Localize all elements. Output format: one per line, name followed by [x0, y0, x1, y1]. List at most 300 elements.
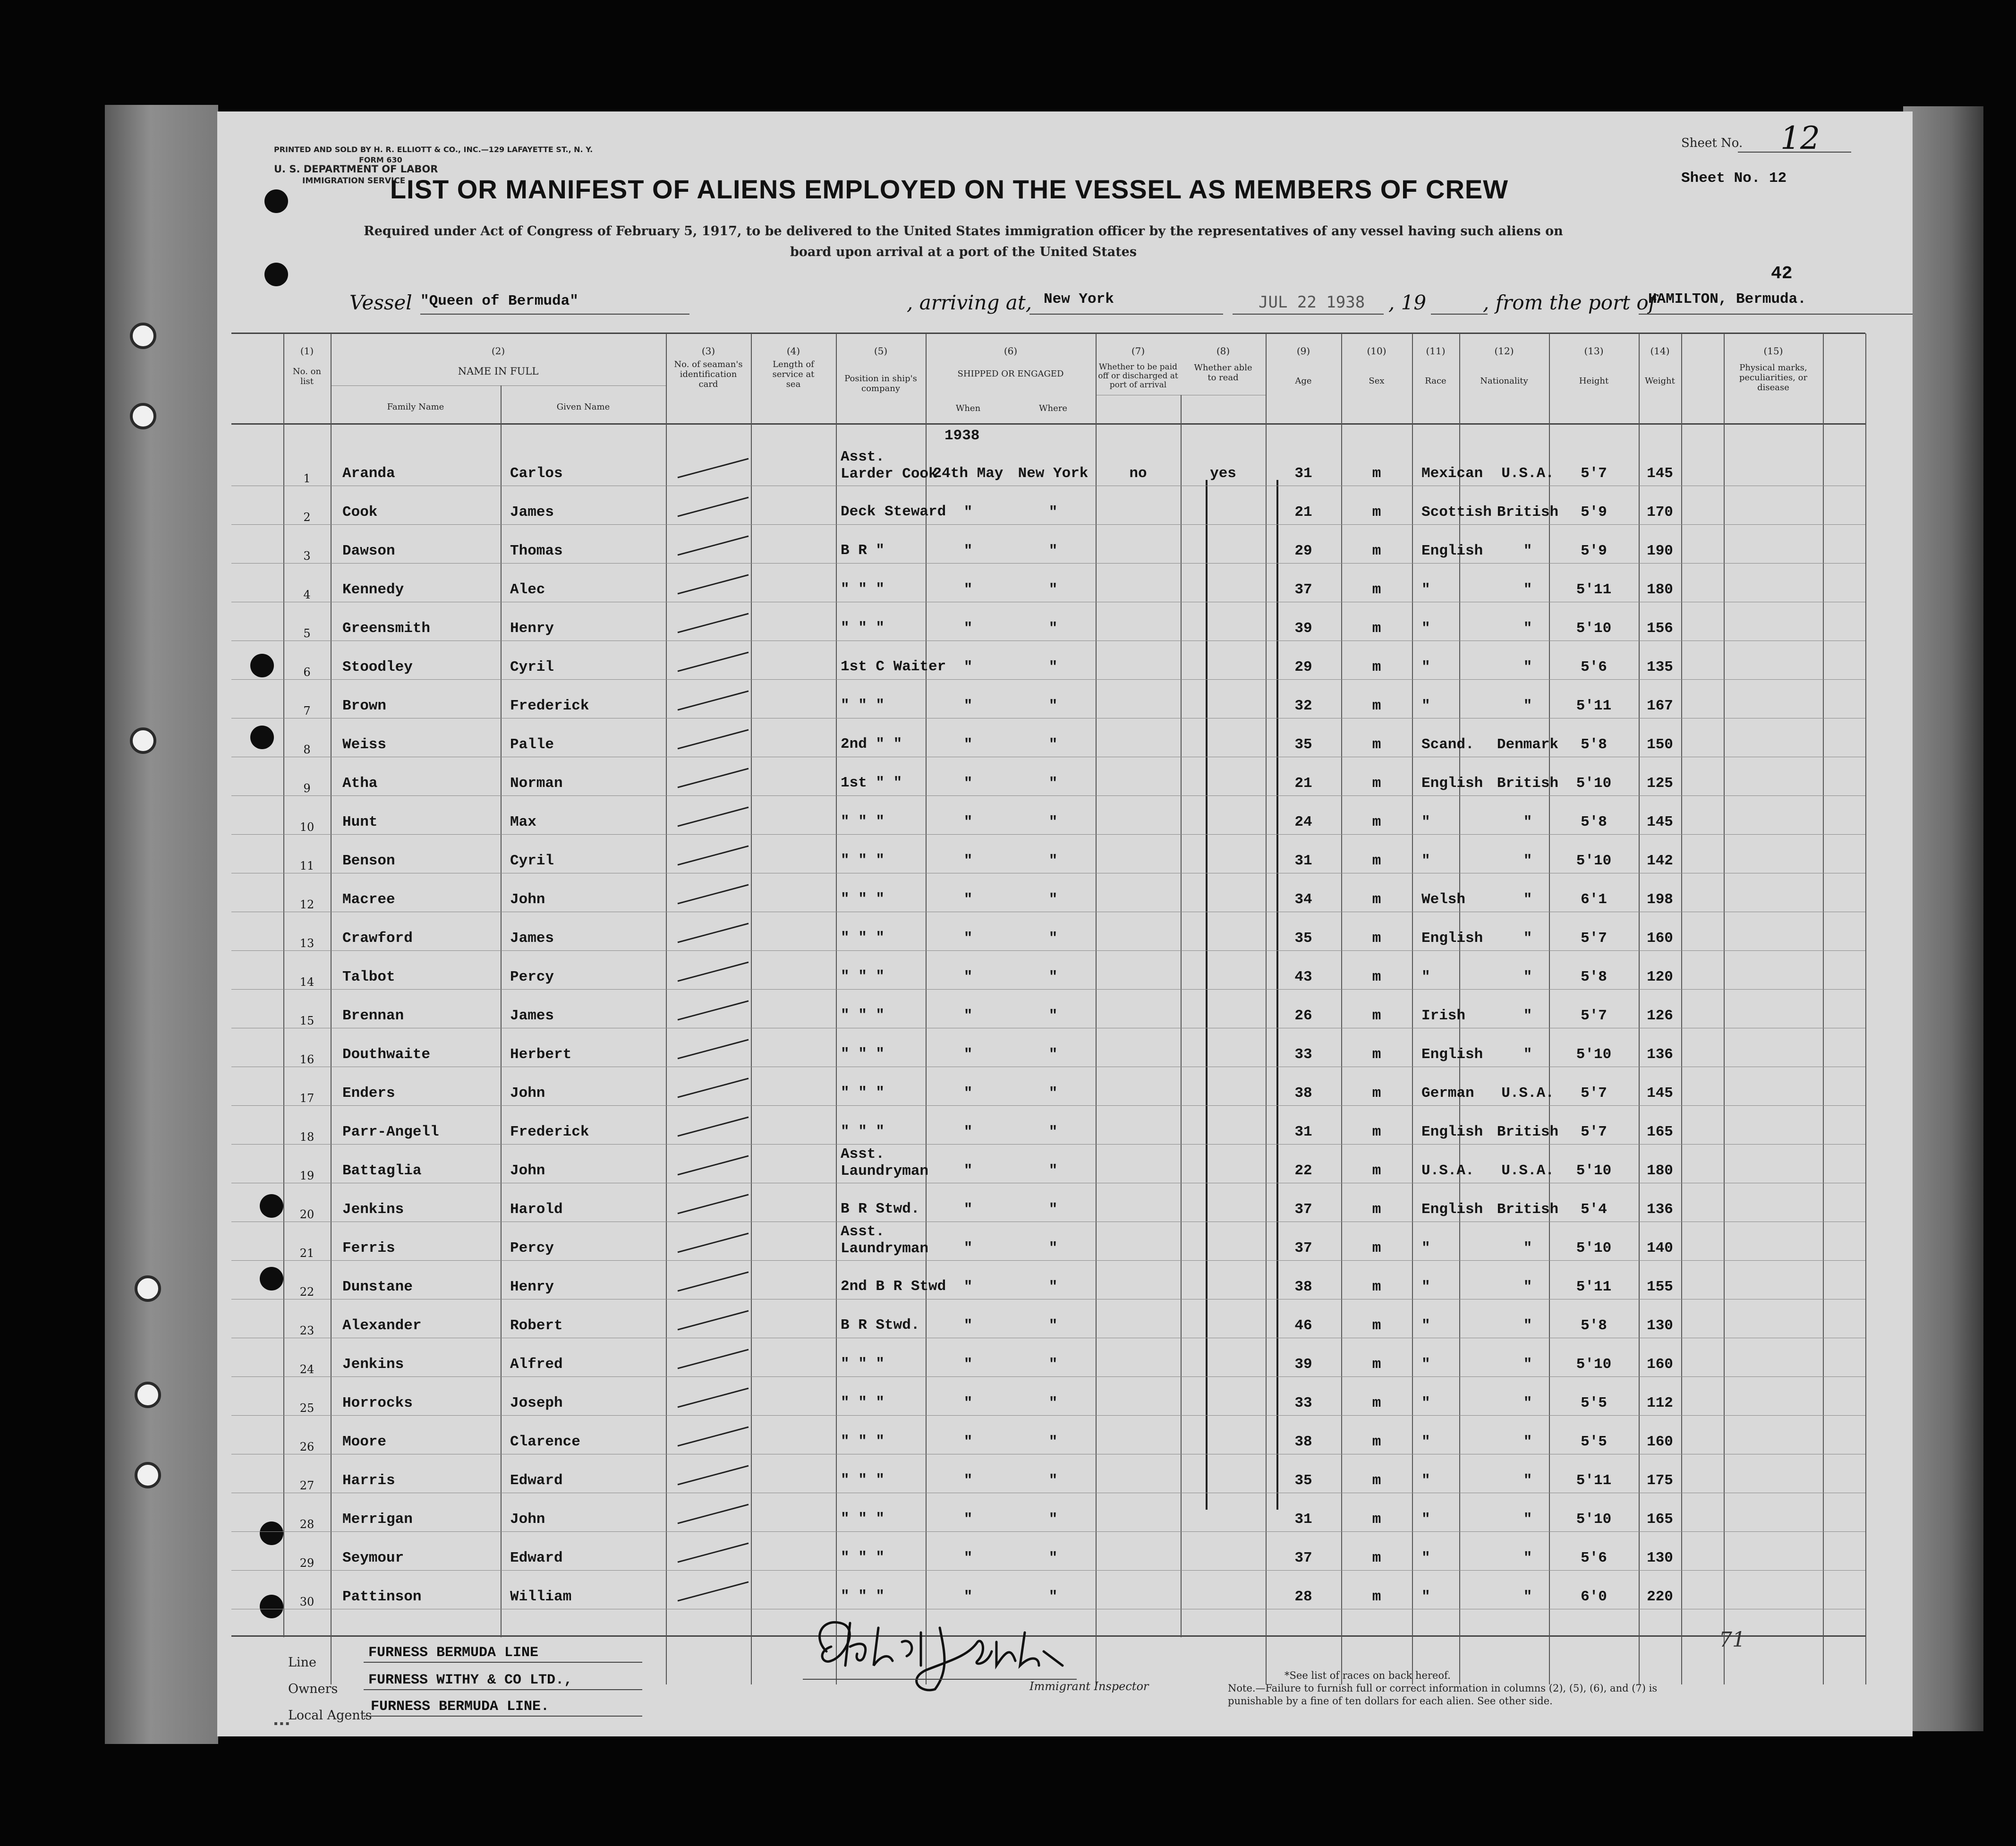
shipped-when: "	[963, 1472, 973, 1489]
row-number: 9	[303, 782, 311, 795]
given-name: Edward	[510, 1550, 563, 1566]
shipped-where: "	[1048, 1124, 1058, 1140]
height: 5'6	[1581, 659, 1607, 675]
position-line-1: " " "	[841, 930, 885, 946]
nationality: "	[1523, 1550, 1532, 1566]
position	[841, 504, 946, 521]
col-5-header: Position in ship's company	[844, 374, 917, 393]
height: 5'10	[1576, 853, 1612, 869]
race: Welsh	[1421, 891, 1466, 908]
given-name: Henry	[510, 620, 554, 637]
row-rule	[231, 989, 1865, 990]
position-line-2: Larder Cook	[841, 466, 937, 482]
table-row	[217, 1222, 1913, 1258]
sex: m	[1372, 698, 1381, 714]
row-number: 7	[303, 704, 311, 718]
given-name: James	[510, 1008, 554, 1024]
seaman-card-dash-icon	[673, 1304, 753, 1337]
weight: 145	[1647, 465, 1673, 482]
family-name: Seymour	[342, 1550, 404, 1566]
col-14-number: (14)	[1650, 345, 1670, 357]
height: 5'11	[1576, 1472, 1612, 1489]
seaman-card-dash-icon	[673, 1149, 753, 1182]
given-name: Alfred	[510, 1356, 563, 1373]
shipped-when: "	[963, 853, 973, 869]
given-name: Frederick	[510, 698, 589, 714]
weight: 125	[1647, 775, 1673, 792]
race: "	[1421, 969, 1430, 985]
row-number: 16	[299, 1053, 315, 1066]
age: 32	[1294, 698, 1312, 714]
shipped-when: "	[963, 814, 973, 830]
age: 31	[1294, 1124, 1312, 1140]
shipped-when: "	[963, 1589, 973, 1605]
binder-ring-hole-icon	[130, 403, 156, 429]
sex: m	[1372, 814, 1381, 830]
age: 28	[1294, 1589, 1312, 1605]
col-8-header: Whether able to read	[1194, 363, 1252, 383]
position-line-1: " " "	[841, 1356, 885, 1372]
shipped-where: "	[1048, 1395, 1058, 1411]
height: 5'4	[1581, 1201, 1607, 1218]
nationality: "	[1523, 659, 1532, 675]
table-row	[217, 757, 1913, 794]
agents-value: FURNESS BERMUDA LINE.	[371, 1699, 550, 1715]
nationality: "	[1523, 620, 1532, 637]
given-name: Percy	[510, 969, 554, 985]
nationality: "	[1523, 581, 1532, 598]
sex: m	[1372, 930, 1381, 947]
sex: m	[1372, 853, 1381, 869]
row-rule	[231, 1260, 1865, 1261]
from-port: HAMILTON, Bermuda.	[1648, 291, 1806, 308]
vessel-label: Vessel	[349, 291, 412, 314]
row-number: 18	[299, 1130, 315, 1144]
nationality: British	[1497, 1201, 1559, 1218]
position-line-1: 1st C Waiter	[841, 658, 946, 675]
weight: 170	[1647, 504, 1673, 521]
position	[841, 658, 946, 675]
shipped-when: "	[963, 1008, 973, 1024]
seaman-card-dash-icon	[673, 452, 753, 485]
seaman-card-dash-icon	[673, 568, 753, 601]
table-row	[217, 1493, 1913, 1530]
given-name: Joseph	[510, 1395, 563, 1411]
given-name: Palle	[510, 736, 554, 753]
position	[841, 775, 902, 792]
col-14-header: Weight	[1645, 376, 1675, 386]
family-name: Alexander	[342, 1317, 422, 1334]
position	[841, 542, 885, 559]
position-line-1: 2nd " "	[841, 736, 902, 752]
row-number: 29	[299, 1556, 315, 1570]
vessel-name: "Queen of Bermuda"	[420, 293, 578, 309]
age: 38	[1294, 1279, 1312, 1295]
race: "	[1421, 1356, 1430, 1373]
seaman-card-dash-icon	[673, 878, 753, 911]
year-shipped: 1938	[944, 427, 980, 444]
nationality: "	[1523, 1046, 1532, 1063]
age: 29	[1294, 543, 1312, 559]
family-name: Kennedy	[342, 581, 404, 598]
weight: 130	[1647, 1550, 1673, 1566]
race: English	[1421, 930, 1483, 947]
row-number: 24	[299, 1363, 315, 1376]
weight: 180	[1647, 581, 1673, 598]
shipped-where: "	[1048, 1240, 1058, 1256]
age: 31	[1294, 465, 1312, 482]
row-number: 26	[299, 1440, 315, 1453]
age: 37	[1294, 581, 1312, 598]
row-rule	[231, 679, 1865, 680]
position	[841, 581, 885, 598]
col-9-number: (9)	[1296, 345, 1310, 357]
shipped-where: "	[1048, 1008, 1058, 1024]
race: Scottish	[1421, 504, 1492, 521]
position-line-1: 2nd B R Stwd	[841, 1278, 946, 1295]
shipped-when: "	[963, 775, 973, 792]
nationality: Denmark	[1497, 736, 1559, 753]
height: 5'7	[1581, 465, 1607, 482]
col-2-family: Family Name	[387, 402, 444, 412]
col-7-number: (7)	[1131, 345, 1145, 357]
family-name: Greensmith	[342, 620, 431, 637]
seaman-card-dash-icon	[673, 645, 753, 678]
shipped-where: "	[1048, 1085, 1058, 1102]
height: 5'7	[1581, 1124, 1607, 1140]
age: 29	[1294, 659, 1312, 675]
shipped-when: "	[963, 1124, 973, 1140]
table-row	[217, 1183, 1913, 1220]
col-6-number: (6)	[1004, 345, 1018, 357]
age: 39	[1294, 1356, 1312, 1373]
row-number: 4	[303, 588, 311, 601]
table-row	[217, 563, 1913, 600]
seaman-card-dash-icon	[673, 916, 753, 949]
shipped-when: "	[963, 1550, 973, 1566]
race: English	[1421, 775, 1483, 792]
year-label: , 19	[1388, 291, 1427, 314]
position-line-2: Laundryman	[841, 1240, 929, 1257]
race: "	[1421, 1434, 1430, 1450]
family-name: Atha	[342, 775, 378, 792]
table-row	[217, 1260, 1913, 1297]
weight: 135	[1647, 659, 1673, 675]
owners-value: FURNESS WITHY & CO LTD.,	[368, 1672, 573, 1688]
position	[841, 697, 885, 714]
sheet-number-handwritten: 12	[1780, 120, 1820, 156]
shipped-where: "	[1048, 1356, 1058, 1373]
given-name: Herbert	[510, 1046, 572, 1063]
race: "	[1421, 698, 1430, 714]
position-line-1: B R "	[841, 542, 885, 559]
shipped-where: "	[1048, 969, 1058, 985]
binder-ring-hole-icon	[135, 1275, 161, 1302]
sex: m	[1372, 1550, 1381, 1566]
position-line-1: " " "	[841, 1123, 885, 1140]
position	[841, 1472, 885, 1489]
line-underline	[364, 1662, 642, 1663]
row-rule	[231, 1531, 1865, 1532]
given-name: John	[510, 1511, 545, 1528]
weight: 220	[1647, 1589, 1673, 1605]
position-line-1: B R Stwd.	[841, 1317, 920, 1333]
position-line-1: " " "	[841, 1472, 885, 1488]
row-number: 30	[299, 1595, 315, 1608]
arriving-label: , arriving at,	[907, 291, 1032, 314]
shipped-when: "	[963, 1434, 973, 1450]
age: 24	[1294, 814, 1312, 830]
race: German	[1421, 1085, 1474, 1102]
family-name: Aranda	[342, 465, 395, 482]
position	[841, 1394, 885, 1411]
col-11-header: Race	[1425, 376, 1446, 386]
weight: 198	[1647, 891, 1673, 908]
age: 37	[1294, 1240, 1312, 1256]
position-line-1: Asst.	[841, 1146, 885, 1162]
col-11-number: (11)	[1426, 345, 1446, 357]
row-rule	[231, 1415, 1865, 1416]
age: 39	[1294, 620, 1312, 637]
shipped-when: "	[963, 1162, 973, 1179]
shipped-where: "	[1048, 698, 1058, 714]
row-number: 27	[299, 1479, 315, 1492]
shipped-where: "	[1048, 1434, 1058, 1450]
position	[841, 620, 885, 637]
table-row	[217, 1376, 1913, 1413]
position-line-1: 1st " "	[841, 775, 902, 791]
sex: m	[1372, 1317, 1381, 1334]
sex: m	[1372, 1240, 1381, 1256]
ditto-stroke-col8	[1276, 480, 1278, 1510]
shipped-where: "	[1048, 543, 1058, 559]
binder-ring-hole-icon	[130, 727, 156, 754]
row-rule	[231, 834, 1865, 835]
weight: 160	[1647, 1356, 1673, 1373]
family-name: Dawson	[342, 543, 395, 559]
weight: 150	[1647, 736, 1673, 753]
seaman-card-dash-icon	[673, 1188, 753, 1221]
binder-right-edge	[1903, 106, 1983, 1731]
seaman-card-dash-icon	[673, 800, 753, 833]
shipped-where: "	[1048, 1046, 1058, 1063]
weight: 160	[1647, 1434, 1673, 1450]
page-number: 42	[1771, 264, 1793, 284]
age: 38	[1294, 1085, 1312, 1102]
col-6-where: Where	[1038, 403, 1067, 413]
nationality: U.S.A.	[1501, 465, 1554, 482]
shipped-when: "	[963, 659, 973, 675]
weight: 136	[1647, 1046, 1673, 1063]
sex: m	[1372, 1008, 1381, 1024]
position	[841, 1511, 885, 1528]
shipped-when: "	[963, 1085, 973, 1102]
seaman-card-dash-icon	[673, 529, 753, 562]
given-name: William	[510, 1589, 572, 1605]
family-name: Harris	[342, 1472, 395, 1489]
nationality: "	[1523, 1395, 1532, 1411]
row-number: 12	[299, 898, 315, 911]
sex: m	[1372, 1434, 1381, 1450]
row-number: 20	[299, 1208, 315, 1221]
sex: m	[1372, 969, 1381, 985]
age: 31	[1294, 1511, 1312, 1528]
sheet-number-typed: Sheet No. 12	[1681, 170, 1787, 187]
family-name: Benson	[342, 853, 395, 869]
family-name: Weiss	[342, 736, 387, 753]
table-row	[217, 795, 1913, 832]
owners-label: Owners	[288, 1682, 338, 1696]
height: 5'10	[1576, 775, 1612, 792]
race: "	[1421, 1511, 1430, 1528]
given-name: Frederick	[510, 1124, 589, 1140]
col-6-when: When	[955, 403, 981, 413]
race: "	[1421, 1550, 1430, 1566]
col-3-number: (3)	[701, 345, 715, 357]
agents-underline	[364, 1716, 642, 1717]
shipped-when: "	[963, 1511, 973, 1528]
form-number: FORM 630	[359, 155, 402, 164]
col-10-number: (10)	[1367, 345, 1387, 357]
race: Scand.	[1421, 736, 1474, 753]
nationality: "	[1523, 969, 1532, 985]
margin-number: 71	[1719, 1628, 1745, 1652]
row-number: 1	[303, 472, 311, 485]
given-name: Norman	[510, 775, 563, 792]
height: 5'8	[1581, 969, 1607, 985]
height: 5'10	[1576, 1356, 1612, 1373]
height: 5'7	[1581, 1008, 1607, 1024]
position	[841, 1007, 885, 1024]
sex: m	[1372, 775, 1381, 792]
shipped-when: "	[963, 891, 973, 908]
position	[841, 813, 885, 830]
table-row	[217, 1299, 1913, 1336]
age: 35	[1294, 736, 1312, 753]
row-number: 6	[303, 666, 311, 679]
position	[841, 891, 885, 908]
sex: m	[1372, 1085, 1381, 1102]
seaman-card-dash-icon	[673, 1342, 753, 1376]
row-number: 15	[299, 1014, 315, 1027]
position-line-2: Laundryman	[841, 1163, 929, 1179]
table-row	[217, 524, 1913, 561]
table-row	[217, 912, 1913, 949]
sex: m	[1372, 659, 1381, 675]
shipped-where: "	[1048, 581, 1058, 598]
position-line-1: Asst.	[841, 1223, 885, 1240]
table-row	[217, 1067, 1913, 1103]
table-row	[217, 1454, 1913, 1491]
race: "	[1421, 1589, 1430, 1605]
weight: 175	[1647, 1472, 1673, 1489]
family-name: Crawford	[342, 930, 413, 947]
printed-stamp: ▪ ▪ ▪	[274, 1720, 289, 1726]
position-line-1: " " "	[841, 581, 885, 598]
position	[841, 1123, 885, 1140]
position-line-1: " " "	[841, 1511, 885, 1527]
family-name: Brennan	[342, 1008, 404, 1024]
position-line-1: " " "	[841, 1085, 885, 1101]
family-name: Talbot	[342, 969, 395, 985]
nationality: "	[1523, 1240, 1532, 1256]
owners-underline	[364, 1689, 642, 1690]
row-number: 5	[303, 627, 311, 640]
shipped-when: "	[963, 620, 973, 637]
family-name: Dunstane	[342, 1279, 413, 1295]
sex: m	[1372, 1046, 1381, 1063]
position-line-1: " " "	[841, 968, 885, 985]
given-name: Robert	[510, 1317, 563, 1334]
table-row	[217, 1338, 1913, 1375]
given-name: Percy	[510, 1240, 554, 1256]
height: 5'10	[1576, 1046, 1612, 1063]
race: "	[1421, 1279, 1430, 1295]
row-number: 11	[299, 859, 315, 872]
sex: m	[1372, 1162, 1381, 1179]
nationality: "	[1523, 1472, 1532, 1489]
nationality: U.S.A.	[1501, 1085, 1554, 1102]
col-12-number: (12)	[1494, 345, 1514, 357]
col-13-number: (13)	[1584, 345, 1604, 357]
table-row	[217, 1144, 1913, 1181]
position-line-1: " " "	[841, 1433, 885, 1450]
family-name: Jenkins	[342, 1356, 404, 1373]
weight: 140	[1647, 1240, 1673, 1256]
table-row	[217, 1105, 1913, 1142]
seaman-card-dash-icon	[673, 1420, 753, 1453]
weight: 142	[1647, 853, 1673, 869]
row-number: 25	[299, 1402, 315, 1415]
race: "	[1421, 853, 1430, 869]
arriving-port: New York	[1044, 291, 1114, 308]
shipped-where: "	[1048, 1279, 1058, 1295]
weight: 156	[1647, 620, 1673, 637]
family-name: Merrigan	[342, 1511, 413, 1528]
sex: m	[1372, 1356, 1381, 1373]
position	[841, 1201, 919, 1218]
given-name: Clarence	[510, 1434, 580, 1450]
given-name: John	[510, 1085, 545, 1102]
row-rule	[231, 524, 1865, 525]
shipped-where: "	[1048, 736, 1058, 753]
family-name: Jenkins	[342, 1201, 404, 1218]
shipped-where: "	[1048, 930, 1058, 947]
position-line-1: " " "	[841, 620, 885, 636]
shipped-where: "	[1048, 814, 1058, 830]
seaman-card-dash-icon	[673, 1226, 753, 1259]
height: 5'7	[1581, 1085, 1607, 1102]
col-15-number: (15)	[1763, 345, 1783, 357]
col-4-number: (4)	[786, 345, 800, 357]
shipped-where: "	[1048, 1550, 1058, 1566]
col-4-header: Length of service at sea	[772, 359, 815, 389]
agents-label: Local Agents	[288, 1708, 372, 1723]
seaman-card-dash-icon	[673, 1381, 753, 1414]
race: Mexican	[1421, 465, 1483, 482]
given-name: Cyril	[510, 659, 554, 675]
table-row	[217, 486, 1913, 522]
row-number: 19	[299, 1169, 315, 1182]
line-value: FURNESS BERMUDA LINE	[368, 1645, 539, 1661]
nationality: U.S.A.	[1501, 1162, 1554, 1179]
position	[841, 1278, 946, 1295]
sex: m	[1372, 1472, 1381, 1489]
weight: 165	[1647, 1124, 1673, 1140]
seaman-card-dash-icon	[673, 1265, 753, 1298]
weight: 112	[1647, 1395, 1673, 1411]
shipped-where: "	[1048, 659, 1058, 675]
